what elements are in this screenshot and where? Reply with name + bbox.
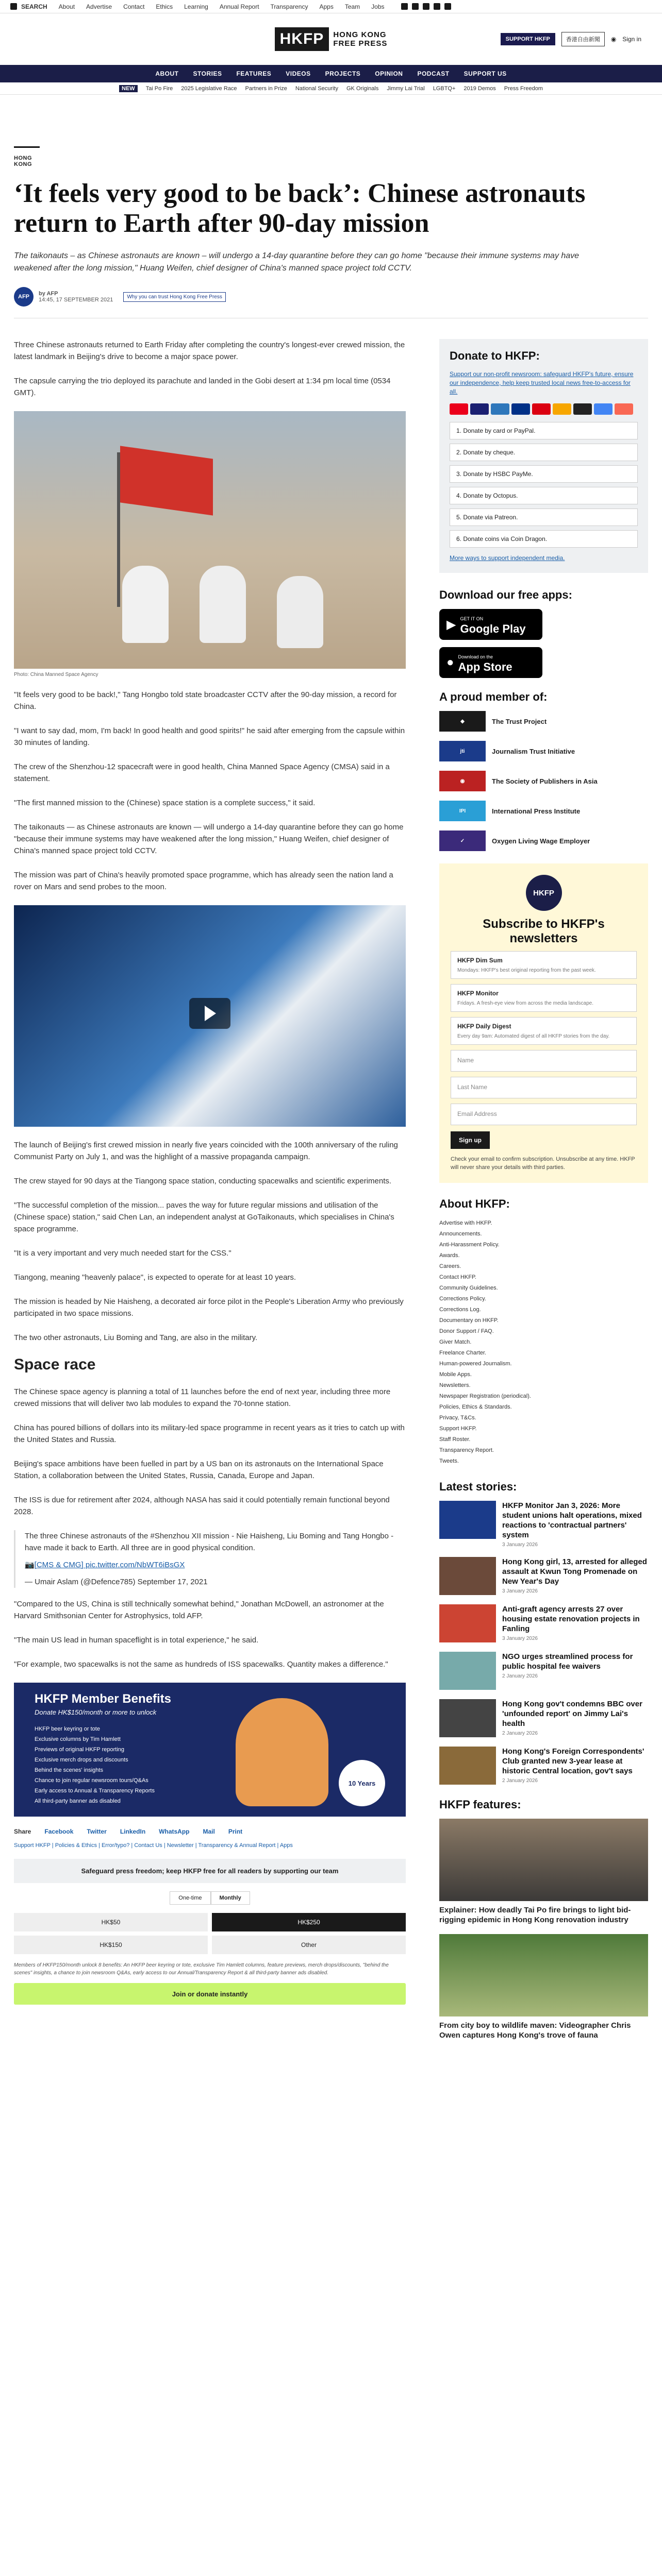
more-ways-link[interactable]: More ways to support independent media. xyxy=(450,554,565,562)
nav-about[interactable]: ABOUT xyxy=(155,70,179,77)
name-field[interactable]: Name xyxy=(451,1050,637,1072)
facebook-icon[interactable] xyxy=(401,3,408,10)
paragraph: "It is a very important and very much needed start for the CSS." xyxy=(14,1249,231,1258)
donate-option[interactable]: 2. Donate by cheque. xyxy=(450,444,638,461)
story-text xyxy=(502,1652,648,1690)
latest-story[interactable] xyxy=(439,1604,648,1642)
main-nav xyxy=(0,65,662,82)
paragraph: The taikonauts — as Chinese astronauts are known — will undergo a 14-day quarantine before they can go home "because their immune systems may have weakened after the long mission," Huang Weifen, chief designer of China's manned space project told CCTV. xyxy=(14,823,404,855)
promo-item: Chance to join regular newsroom tours/Q&As xyxy=(35,1777,148,1784)
site-logo[interactable] xyxy=(275,27,388,51)
donate-text[interactable]: Support our non-profit newsroom: safeguard HKFP's future, ensure our independence, help keep trusted local news free-to-access for all. xyxy=(450,370,634,395)
jti-logo: jti xyxy=(439,741,486,761)
features-title: HKFP features: xyxy=(439,1798,521,1811)
nl-name: HKFP Daily Digest xyxy=(457,1023,511,1030)
latest-story[interactable] xyxy=(439,1699,648,1737)
mascot-illustration xyxy=(236,1698,328,1806)
story-thumbnail[interactable] xyxy=(439,1604,496,1642)
paragraph: "I want to say dad, mom, I'm back! In good health and good spirits!" he said after emerging from the capsule within 30 minutes of landing. xyxy=(14,726,405,747)
anniversary-badge: 10 Years xyxy=(339,1760,385,1806)
google-play-text xyxy=(460,614,525,636)
trend-item[interactable]: Jimmy Lai Trial xyxy=(387,85,425,92)
about-list xyxy=(439,1218,648,1467)
promo-item: Behind the scenes' insights xyxy=(35,1767,103,1773)
visa-icon xyxy=(470,403,489,415)
mastercard-icon xyxy=(450,403,468,415)
logo-line1: HONG KONG xyxy=(333,30,387,39)
about-link[interactable]: Corrections Log. xyxy=(439,1307,481,1313)
app-store-badge[interactable] xyxy=(439,647,542,678)
promo-item: HKFP beer keyring or tote xyxy=(35,1726,100,1732)
article-title: ‘It feels very good to be back’: Chinese astronauts return to Earth after 90-day mission xyxy=(14,179,586,238)
standfirst: The taikonauts – as Chinese astronauts are known – will undergo a 14-day quarantine before they can go home "because their immune systems may have weakened after the long mission," Huang Weifen, chief designer of China's manned space project told CCTV. xyxy=(14,251,580,273)
story-thumbnail[interactable] xyxy=(439,1652,496,1690)
trend-item[interactable]: Tai Po Fire xyxy=(145,85,173,92)
nav-podcast[interactable]: PODCAST xyxy=(417,70,450,77)
story-thumbnail[interactable] xyxy=(439,1501,496,1539)
share-print[interactable]: Print xyxy=(228,1828,243,1835)
about-link[interactable]: Contact HKFP. xyxy=(439,1274,476,1280)
instagram-icon[interactable] xyxy=(423,3,429,10)
applepay-icon xyxy=(573,403,592,415)
member-name: Oxygen Living Wage Employer xyxy=(492,837,590,845)
donate-widget xyxy=(439,339,648,573)
paragraph: "The main US lead in human spaceflight is in total experience," he said. xyxy=(14,1636,259,1645)
about-link[interactable]: Corrections Policy. xyxy=(439,1296,486,1302)
living-wage-logo: ✓ xyxy=(439,831,486,851)
twitter-icon[interactable] xyxy=(412,3,419,10)
payme-icon xyxy=(532,403,551,415)
paragraph: The crew of the Shenzhou-12 spacecraft were in good health, China Manned Space Agency (CMSA) said in a statement. xyxy=(14,762,390,783)
last-name-field[interactable]: Last Name xyxy=(451,1077,637,1098)
section-tag[interactable]: HONG KONG xyxy=(14,146,40,167)
tweet-text: The three Chinese astronauts of the #Shenzhou XII mission - Nie Haisheng, Liu Boming and Tang Hongbo - have made it back to Earth. All three are in good physical condition. xyxy=(25,1532,394,1552)
badge-store: App Store xyxy=(458,660,512,673)
embedded-tweet[interactable] xyxy=(14,1530,406,1588)
feature-link[interactable]: Explainer: How deadly Tai Po fire brings to light bid-rigging epidemic in Hong Kong renovation industry xyxy=(439,1906,631,1924)
donate-option[interactable]: 4. Donate by Octopus. xyxy=(450,487,638,504)
tweet-link[interactable]: 📷[CMS & CMG] pic.twitter.com/NbWT6iBsGX xyxy=(25,1561,185,1569)
about-link[interactable]: Community Guidelines. xyxy=(439,1285,498,1291)
promo-list xyxy=(35,1724,155,1806)
nl-desc: Fridays. A fresh-eye view from across the media landscape. xyxy=(457,1001,594,1006)
util-link-contact[interactable]: Contact xyxy=(123,3,145,10)
amount-option[interactable]: HK$50 xyxy=(14,1913,208,1931)
story-thumbnail[interactable] xyxy=(439,1747,496,1785)
nav-projects[interactable]: PROJECTS xyxy=(325,70,361,77)
member-logo[interactable] xyxy=(439,741,648,761)
author-avatar: AFP xyxy=(14,287,34,307)
member-widget xyxy=(439,690,648,851)
app-store-text xyxy=(458,652,512,674)
article-header xyxy=(14,146,648,318)
sidebar xyxy=(439,339,648,2049)
feature-image[interactable] xyxy=(439,1934,648,2016)
about-title: About HKFP: xyxy=(439,1197,510,1210)
promo-item: Exclusive columns by Tim Hamlett xyxy=(35,1736,121,1742)
amount-option[interactable]: HK$150 xyxy=(14,1936,208,1954)
nl-desc: Mondays: HKFP's best original reporting from the past week. xyxy=(457,968,596,973)
trust-badge[interactable]: Why you can trust Hong Kong Free Press xyxy=(123,292,226,302)
story-date: 3 January 2026 xyxy=(502,1542,538,1548)
story-text xyxy=(502,1557,648,1595)
apple-icon: ● xyxy=(446,655,454,669)
trend-item[interactable]: Partners in Prize xyxy=(245,85,287,92)
nav-stories[interactable]: STORIES xyxy=(193,70,222,77)
trend-item[interactable]: Press Freedom xyxy=(504,85,543,92)
onetime-option[interactable]: One-time xyxy=(170,1891,210,1905)
about-link[interactable]: Documentary on HKFP. xyxy=(439,1317,499,1324)
about-link[interactable]: Advertise with HKFP. xyxy=(439,1220,492,1226)
member-name: The Trust Project xyxy=(492,717,547,725)
email-field[interactable]: Email Address xyxy=(451,1104,637,1125)
trend-item[interactable]: GK Originals xyxy=(346,85,379,92)
play-icon[interactable] xyxy=(205,1006,216,1021)
feature-image[interactable] xyxy=(439,1819,648,1901)
paragraph: "It feels very good to be back!," Tang Hongbo told state broadcaster CCTV after the 90-day mission, a record for China. xyxy=(14,690,397,711)
about-link[interactable]: Donor Support / FAQ. xyxy=(439,1328,494,1334)
util-link-jobs[interactable]: Jobs xyxy=(371,3,385,10)
util-link-transparency[interactable]: Transparency xyxy=(270,3,308,10)
story-date: 2 January 2026 xyxy=(502,1731,538,1736)
story-date: 2 January 2026 xyxy=(502,1778,538,1784)
member-logo[interactable] xyxy=(439,711,648,732)
email-icon[interactable] xyxy=(444,3,451,10)
google-play-badge[interactable] xyxy=(439,609,542,640)
paragraph: The ISS is due for retirement after 2024, although NASA has said it could potentially remain functional beyond 2028. xyxy=(14,1496,390,1516)
donate-option[interactable]: 5. Donate via Patreon. xyxy=(450,509,638,526)
author-name[interactable]: by AFP xyxy=(39,291,58,297)
tweet-author[interactable]: — Umair Aslam (@Defence785) September 17, 2021 xyxy=(25,1578,208,1586)
member-logo[interactable] xyxy=(439,801,648,821)
badge-caption: GET IT ON xyxy=(460,616,484,621)
logo-line2: FREE PRESS xyxy=(333,39,388,48)
paragraph: The launch of Beijing's first crewed mission in nearly five years coincided with the 100th anniversary of the ruling Communist Party on July 1, and was the highlight of a massive propaganda campaign. xyxy=(14,1141,398,1161)
logo-mark: HKFP xyxy=(275,27,329,51)
story-date: 3 January 2026 xyxy=(502,1636,538,1641)
member-name: The Society of Publishers in Asia xyxy=(492,777,598,785)
trust-project-logo: ◆ xyxy=(439,711,486,732)
about-link[interactable]: Staff Roster. xyxy=(439,1436,471,1443)
story-title[interactable]: Anti-graft agency arrests 27 over housing estate renovation projects in Fanling xyxy=(502,1605,640,1633)
paragraph: "For example, two spacewalks is not the same as hundreds of ISS spacewalks. Quantity makes a difference." xyxy=(14,1660,388,1669)
search-icon[interactable] xyxy=(10,3,17,10)
paragraph: The Chinese space agency is planning a total of 11 launches before the end of next year, including three more crewed missions that will deliver two lab modules to expand the 70-tonne station. xyxy=(14,1387,391,1408)
new-badge: NEW xyxy=(119,85,138,92)
content-area xyxy=(14,318,648,2576)
apps-title: Download our free apps: xyxy=(439,588,572,601)
patreon-icon xyxy=(615,403,633,415)
amount-option[interactable]: Other xyxy=(212,1936,406,1954)
member-name: International Press Institute xyxy=(492,807,581,815)
promo-item: Early access to Annual & Transparency Reports xyxy=(35,1788,155,1794)
publish-date: 14:45, 17 SEPTEMBER 2021 xyxy=(39,297,113,303)
donate-title: Donate to HKFP: xyxy=(450,349,540,362)
donate-option[interactable]: 3. Donate by HSBC PayMe. xyxy=(450,465,638,483)
amount-grid xyxy=(14,1913,406,1954)
about-widget xyxy=(439,1197,648,1467)
util-link-about[interactable]: About xyxy=(58,3,75,10)
story-title[interactable]: NGO urges streamlined process for public hospital fee waivers xyxy=(502,1652,633,1671)
story-date: 3 January 2026 xyxy=(502,1588,538,1594)
about-link[interactable]: Newsletters. xyxy=(439,1382,471,1388)
util-link-learning[interactable]: Learning xyxy=(184,3,208,10)
member-name: Journalism Trust Initiative xyxy=(492,747,575,755)
util-link-advertise[interactable]: Advertise xyxy=(86,3,112,10)
support-box-title: Safeguard press freedom; keep HKFP free for all readers by supporting our team xyxy=(14,1859,406,1883)
share-bar xyxy=(14,1828,406,1835)
about-link[interactable]: Policies, Ethics & Standards. xyxy=(439,1404,512,1410)
site-header xyxy=(0,13,662,65)
paragraph: Tiangong, meaning "heavenly palace", is expected to operate for at least 10 years. xyxy=(14,1273,296,1282)
utility-bar xyxy=(0,0,662,13)
nav-features[interactable]: FEATURES xyxy=(236,70,272,77)
paragraph: "The first manned mission to the (Chinese) space station is a complete success," it said. xyxy=(14,799,316,807)
paragraph: The mission is headed by Nie Haisheng, a decorated air force pilot in the People's Liberation Army who previously participated in two space missions. xyxy=(14,1297,404,1318)
util-link-annual[interactable]: Annual Report xyxy=(219,3,259,10)
latest-title: Latest stories: xyxy=(439,1480,517,1493)
util-link-team[interactable]: Team xyxy=(344,3,360,10)
about-link[interactable]: Careers. xyxy=(439,1263,461,1269)
story-title[interactable]: Hong Kong's Foreign Correspondents' Club granted new 3-year lease at historic Central location, gov't says xyxy=(502,1747,644,1775)
story-title[interactable]: Hong Kong girl, 13, arrested for alleged assault at Kwun Tong Promenade on New Year's Day xyxy=(502,1557,647,1586)
googlepay-icon xyxy=(594,403,613,415)
member-logo[interactable] xyxy=(439,831,648,851)
share-twitter[interactable]: Twitter xyxy=(87,1828,107,1835)
latest-list xyxy=(439,1501,648,1785)
about-link[interactable]: Privacy, T&Cs. xyxy=(439,1415,476,1421)
badge-store: Google Play xyxy=(460,622,526,635)
byline-text xyxy=(39,291,113,303)
promo-item: Exclusive merch drops and discounts xyxy=(35,1757,128,1763)
story-text xyxy=(502,1604,648,1642)
promo-title: HKFP Member Benefits xyxy=(35,1692,171,1706)
paragraph: "Compared to the US, China is still technically somewhat behind," Jonathan McDowell, an astronomer at the Harvard Smithsonian Center for Astrophysics, told AFP. xyxy=(14,1600,384,1620)
article-body xyxy=(14,339,406,2005)
sign-in-link[interactable]: Sign in xyxy=(622,36,641,43)
paragraph: Beijing's space ambitions have been fuelled in part by a US ban on its astronauts on the International Space Station, a collaboration between the United States, Russia, Canada, Europe and Japan. xyxy=(14,1460,384,1480)
paragraph: China has poured billions of dollars into its military-led space programme in recent years as it tries to catch up with the United States and Russia. xyxy=(14,1423,405,1444)
byline xyxy=(14,287,648,307)
share-facebook[interactable]: Facebook xyxy=(44,1828,74,1835)
about-link[interactable]: Announcements. xyxy=(439,1231,482,1237)
chinese-site-button[interactable]: 香港自由新聞 xyxy=(561,32,605,46)
donate-option[interactable]: 1. Donate by card or PayPal. xyxy=(450,422,638,439)
frequency-toggle xyxy=(14,1891,406,1905)
latest-story[interactable] xyxy=(439,1747,648,1785)
badge-caption: Download on the xyxy=(458,654,493,659)
newsletter-note: Check your email to confirm subscription. Unsubscribe at any time. HKFP will never share your details with third parties. xyxy=(451,1156,635,1171)
features-widget xyxy=(439,1798,648,2040)
latest-story[interactable] xyxy=(439,1501,648,1548)
about-link[interactable]: Anti-Harassment Policy. xyxy=(439,1242,500,1248)
user-icon[interactable]: ◉ xyxy=(610,36,617,43)
latest-widget xyxy=(439,1480,648,1785)
newsletter-option[interactable] xyxy=(451,984,637,1012)
share-whatsapp[interactable]: WhatsApp xyxy=(159,1828,190,1835)
paragraph: The mission was part of China's heavily promoted space programme, which has already seen the nation land a rover on Mars and send probes to the moon. xyxy=(14,871,393,891)
util-link-apps[interactable]: Apps xyxy=(319,3,334,10)
story-text xyxy=(502,1501,648,1548)
ipi-logo: IPI xyxy=(439,801,486,821)
spacer xyxy=(14,1127,406,1139)
about-link[interactable]: Freelance Charter. xyxy=(439,1350,487,1356)
nl-desc: Every day 9am: Automated digest of all HKFP stories from the day. xyxy=(457,1033,610,1039)
trend-item[interactable]: 2025 Legislative Race xyxy=(181,85,237,92)
search-link[interactable]: SEARCH xyxy=(21,3,47,10)
signup-button[interactable]: Sign up xyxy=(451,1131,490,1149)
signup-row xyxy=(451,1125,637,1149)
paragraph: The crew stayed for 90 days at the Tiangong space station, conducting spacewalks and scientific experiments. xyxy=(14,1177,392,1185)
amex-icon xyxy=(491,403,509,415)
embedded-video[interactable] xyxy=(14,905,406,1127)
newsletter-option[interactable] xyxy=(451,951,637,979)
newsletter-option[interactable] xyxy=(451,1017,637,1045)
promo-sub: Donate HK$150/month or more to unlock xyxy=(35,1708,157,1716)
paragraph: The two other astronauts, Liu Boming and Tang, are also in the military. xyxy=(14,1333,258,1342)
trend-item[interactable]: LGBTQ+ xyxy=(433,85,456,92)
about-link[interactable]: Newspaper Registration (periodical). xyxy=(439,1393,531,1399)
trending-bar xyxy=(0,82,662,95)
footer-links[interactable]: Support HKFP | Policies & Ethics | Error/typo? | Contact Us | Newsletter | Transparency & Annual Report | Apps xyxy=(14,1842,293,1849)
nl-name: HKFP Dim Sum xyxy=(457,957,503,964)
story-thumbnail[interactable] xyxy=(439,1699,496,1737)
promo-item: All third-party banner ads disabled xyxy=(35,1798,121,1804)
util-link-ethics[interactable]: Ethics xyxy=(156,3,173,10)
payment-methods xyxy=(450,403,638,415)
support-note: Members of HKFP150/month unlock 8 benefits: An HKFP beer keyring or tote, exclusive Tim Hamlett columns, feature previews, merch drops/discounts, "behind the scenes" insights, a chance to join newsroom Q&As, early access to our Annual/Transparency Report & all third-party banner ads disabled. xyxy=(14,1962,389,1976)
about-link[interactable]: Human-powered Journalism. xyxy=(439,1361,512,1367)
newsletter-widget xyxy=(439,863,648,1183)
nav-opinion[interactable]: OPINION xyxy=(375,70,403,77)
promo-item: Previews of original HKFP reporting xyxy=(35,1747,125,1753)
nav-support[interactable]: SUPPORT US xyxy=(464,70,507,77)
join-donate-button[interactable]: Join or donate instantly xyxy=(14,1983,406,2005)
about-link[interactable]: Support HKFP. xyxy=(439,1426,477,1432)
subheading: Space race xyxy=(14,1356,96,1373)
about-link[interactable]: Mobile Apps. xyxy=(439,1371,472,1378)
latest-story[interactable] xyxy=(439,1557,648,1595)
share-mail[interactable]: Mail xyxy=(203,1828,215,1835)
nav-videos[interactable]: VIDEOS xyxy=(286,70,311,77)
share-label: Share xyxy=(14,1828,31,1835)
member-title: A proud member of: xyxy=(439,690,548,703)
newsletter-badge: HKFP xyxy=(526,875,562,911)
about-link[interactable]: Awards. xyxy=(439,1252,460,1259)
latest-story[interactable] xyxy=(439,1652,648,1690)
about-link[interactable]: Giver Match. xyxy=(439,1339,472,1345)
about-link[interactable]: Transparency Report. xyxy=(439,1447,494,1453)
nl-name: HKFP Monitor xyxy=(457,990,499,997)
google-play-icon: ▶ xyxy=(446,617,456,632)
amount-option[interactable]: HK$250 xyxy=(212,1913,406,1931)
member-benefits-banner[interactable] xyxy=(14,1683,406,1817)
story-date: 2 January 2026 xyxy=(502,1673,538,1679)
story-title[interactable]: HKFP Monitor Jan 3, 2026: More student unions halt operations, mixed reactions to 'contractual partners' system xyxy=(502,1501,642,1539)
octopus-icon xyxy=(553,403,571,415)
youtube-icon[interactable] xyxy=(434,3,440,10)
about-link[interactable]: Tweets. xyxy=(439,1458,459,1464)
trend-item[interactable]: National Security xyxy=(295,85,338,92)
landing-photo xyxy=(14,411,406,669)
donate-option[interactable]: 6. Donate coins via Coin Dragon. xyxy=(450,530,638,548)
story-text xyxy=(502,1699,648,1737)
logo-text xyxy=(333,30,387,48)
paypal-icon xyxy=(511,403,530,415)
story-thumbnail[interactable] xyxy=(439,1557,496,1595)
newsletter-title: Subscribe to HKFP's newsletters xyxy=(483,917,605,945)
monthly-option[interactable]: Monthly xyxy=(211,1891,250,1905)
photo-caption: Photo: China Manned Space Agency xyxy=(14,672,98,677)
paragraph: Three Chinese astronauts returned to Earth Friday after completing the country's longest-ever crewed mission, the latest landmark in Beijing's drive to become a major space power. xyxy=(14,341,405,361)
paragraph: "The successful completion of the mission... paves the way for future regular missions and utilisation of the (Chinese space) station," said Chen Lan, an independent analyst at GoTaikonauts, which specialises in China's space programme. xyxy=(14,1201,394,1233)
support-hkfp-button[interactable]: SUPPORT HKFP xyxy=(501,33,555,45)
story-text xyxy=(502,1747,648,1785)
story-title[interactable]: Hong Kong gov't condemns BBC over 'unfounded report' on Jimmy Lai's health xyxy=(502,1700,642,1728)
share-linkedin[interactable]: LinkedIn xyxy=(120,1828,146,1835)
paragraph: The capsule carrying the trio deployed its parachute and landed in the Gobi desert at 1:34 pm local time (0534 GMT). xyxy=(14,377,391,397)
sopa-logo: ◉ xyxy=(439,771,486,791)
member-logo[interactable] xyxy=(439,771,648,791)
feature-link[interactable]: From city boy to wildlife maven: Videographer Chris Owen captures Hong Kong's trove of fauna xyxy=(439,2021,631,2040)
trend-item[interactable]: 2019 Demos xyxy=(464,85,496,92)
apps-widget xyxy=(439,588,648,678)
